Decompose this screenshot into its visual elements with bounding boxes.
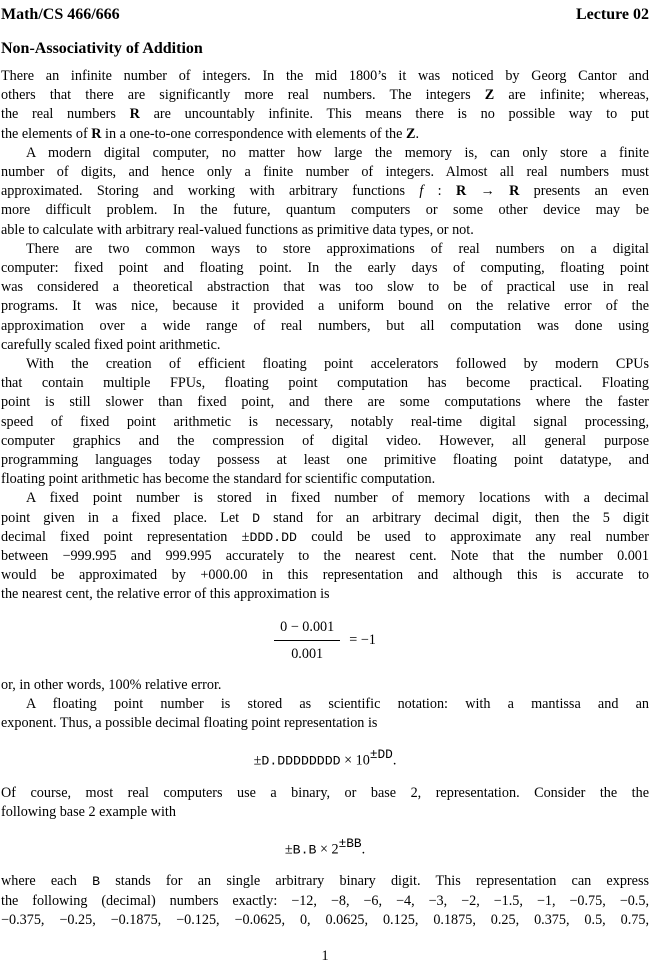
text-segment: stands for an single arbitrary binary digit. This representation can express <box>100 873 649 890</box>
fraction-denominator: 0.001 <box>291 645 324 662</box>
text-segment: . <box>392 752 397 769</box>
text-segment: approximation over a wide range of real numbers, but all computation was done using <box>1 317 649 334</box>
text-segment: B <box>92 874 101 890</box>
paragraph <box>1 240 649 355</box>
text-segment: are uncountably infinite. This means there is no possible way to put <box>139 106 650 123</box>
text-segment: : <box>423 183 456 200</box>
text-line <box>1 221 649 240</box>
text-line <box>1 201 649 220</box>
display-equation <box>1 834 649 860</box>
text-line <box>1 355 649 374</box>
text-segment: B.B <box>292 842 317 858</box>
page-number: 1 <box>321 948 329 964</box>
text-line <box>1 163 649 182</box>
text-line <box>1 374 649 393</box>
text-segment: R <box>455 183 467 200</box>
text-segment: approximated. Storing and working with arbitrary functions <box>1 183 420 200</box>
text-segment: presents an even <box>519 183 649 200</box>
text-segment: ±BB <box>338 836 362 852</box>
paragraph <box>1 676 649 695</box>
text-segment: × 10 <box>340 752 370 769</box>
text-segment: could be used to approximate any real number <box>296 528 649 545</box>
text-line <box>1 393 649 412</box>
section-title: Non-Associativity of Addition <box>1 40 203 57</box>
text-line <box>1 105 649 124</box>
paragraph <box>1 872 649 930</box>
display-equation <box>1 745 649 771</box>
course-title: Math/CS 466/666 <box>1 6 120 23</box>
document-body <box>1 67 649 930</box>
text-segment: would be approximated by +000.00 in this representation and although this is accurate to <box>1 567 649 584</box>
text-segment: computer graphics and the compression of digital video. However, all general purpose <box>1 432 649 449</box>
text-segment: the real numbers <box>1 106 130 123</box>
text-segment: Z <box>406 125 416 142</box>
text-segment: → <box>466 183 510 200</box>
text-segment: DDD.DD <box>249 529 297 545</box>
text-segment: carefully scaled fixed point arithmetic. <box>1 336 221 353</box>
text-segment: computer: fixed point and floating point. In the early days of computing, floating point <box>1 260 649 277</box>
text-line <box>1 528 649 547</box>
text-line <box>1 67 649 86</box>
text-segment: programs. It was nice, because it provided a uniform bound on the relative error of the <box>1 298 649 315</box>
text-line <box>1 240 649 259</box>
text-line <box>1 125 649 144</box>
text-segment: R <box>129 106 140 123</box>
equation-rhs: = −1 <box>349 632 376 649</box>
text-line <box>1 86 649 105</box>
text-line <box>1 676 649 695</box>
text-line <box>1 336 649 355</box>
text-segment: ± <box>253 752 262 769</box>
paragraph <box>1 144 649 240</box>
text-segment: f <box>419 183 424 200</box>
paragraph <box>1 355 649 489</box>
text-segment: A modern digital computer, no matter how large the memory is, can only store a finite <box>26 144 649 161</box>
text-line <box>1 413 649 432</box>
text-line <box>1 182 649 201</box>
text-segment: where each <box>1 873 93 890</box>
text-line <box>1 144 649 163</box>
text-line <box>1 872 649 891</box>
paragraph <box>1 784 649 822</box>
text-line <box>1 470 649 489</box>
text-segment: stand for an arbitrary decimal digit, then the 5 digit <box>260 509 649 526</box>
text-segment: ± <box>284 841 293 858</box>
text-segment: Of course, most real computers use a binary, or base 2, representation. Consider the the <box>1 784 649 801</box>
text-segment: between −999.995 and 999.995 accurately to the nearest cent. Note that the number 0.001 <box>1 548 649 565</box>
text-segment: more difficult problem. In the future, quantum computers or some other device may be <box>1 202 649 219</box>
text-segment: decimal fixed point representation ± <box>1 528 250 545</box>
page-header <box>1 0 649 24</box>
text-segment: −0.375, −0.25, −0.1875, −0.125, −0.0625, 0, 0.0625, 0.125, 0.1875, 0.25, 0.375, 0.5, 0.75, <box>1 911 649 928</box>
text-line <box>1 259 649 278</box>
text-line <box>1 585 649 604</box>
text-segment: was considered a theoretical abstraction that was too slow to be of practical use in real <box>1 279 649 296</box>
fraction-numerator: 0 − 0.001 <box>274 617 340 641</box>
text-segment: . <box>415 125 420 142</box>
text-line <box>1 432 649 451</box>
text-line <box>1 714 649 733</box>
text-segment: in a one-to-one correspondence with elements of the <box>101 125 406 142</box>
text-line <box>1 695 649 714</box>
text-segment: the elements of <box>1 125 92 142</box>
text-segment: others that there are significantly more real numbers. The integers <box>1 87 485 104</box>
text-segment: There are two common ways to store approximations of real numbers on a digital <box>26 240 649 257</box>
text-line <box>1 509 649 528</box>
text-segment: ±DD <box>369 747 393 763</box>
text-segment: following base 2 example with <box>1 803 176 820</box>
text-line <box>1 451 649 470</box>
text-segment: floating point arithmetic has become the standard for scientific computation. <box>1 471 436 488</box>
text-segment: number of digits, and hence only a finite number of integers. Almost all real numbers must <box>1 164 649 181</box>
paragraph <box>1 67 649 144</box>
text-segment: able to calculate with arbitrary real-valued functions as primitive data types, or not. <box>1 221 474 238</box>
paragraph <box>1 489 649 604</box>
text-segment: R <box>91 125 102 142</box>
text-segment: point is still slower than fixed point, and there are some computations where the faster <box>1 394 649 411</box>
text-segment: point given in a fixed place. Let <box>1 509 253 526</box>
text-line <box>1 297 649 316</box>
text-segment: D.DDDDDDDD <box>261 753 341 769</box>
text-segment: exponent. Thus, a possible decimal floating point representation is <box>1 715 378 732</box>
text-line <box>1 892 649 911</box>
text-segment: Z <box>484 87 495 104</box>
text-segment: . <box>361 841 366 858</box>
text-segment: programming languages today possess at least one primitive floating point datatype, and <box>1 452 649 469</box>
text-segment: D <box>252 510 261 526</box>
text-segment: are infinite; whereas, <box>494 87 649 104</box>
text-segment: A floating point number is stored as scientific notation: with a mantissa and an <box>26 695 649 712</box>
text-line <box>1 566 649 585</box>
text-line <box>1 911 649 930</box>
fraction <box>274 617 340 664</box>
text-segment: the nearest cent, the relative error of this approximation is <box>1 586 330 603</box>
text-line <box>1 803 649 822</box>
lecture-number: Lecture 02 <box>575 6 649 23</box>
paragraph <box>1 695 649 733</box>
text-segment: that contain multiple FPUs, floating point computation has become practical. Floating <box>1 375 649 392</box>
text-segment: With the creation of efficient floating point accelerators followed by modern CPUs <box>26 356 649 373</box>
text-line <box>1 317 649 336</box>
text-line <box>1 278 649 297</box>
display-equation <box>1 617 649 664</box>
text-line <box>1 547 649 566</box>
text-segment: A fixed point number is stored in fixed number of memory locations with a decimal <box>26 490 649 507</box>
text-segment: × 2 <box>316 841 339 858</box>
text-segment: There an infinite number of integers. In the mid 1800’s it was noticed by Georg Cantor and <box>1 68 649 84</box>
text-segment: speed of fixed point arithmetic is necessary, notably real-time digital signal processing, <box>1 413 649 430</box>
text-segment: the following (decimal) numbers exactly: −12, −8, −6, −4, −3, −2, −1.5, −1, −0.75, −0.5, <box>1 892 649 909</box>
text-line <box>1 489 649 508</box>
text-segment: or, in other words, 100% relative error. <box>1 676 222 693</box>
text-line <box>1 784 649 803</box>
text-segment: R <box>509 183 520 200</box>
